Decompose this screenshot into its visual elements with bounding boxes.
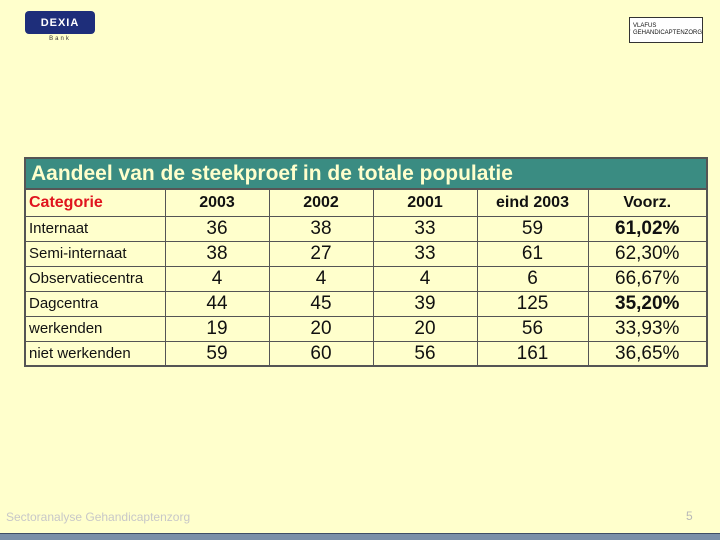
table-cell: 6 bbox=[477, 266, 588, 291]
table-cell: 36,65% bbox=[588, 341, 706, 366]
row-label: Dagcentra bbox=[26, 291, 165, 316]
row-label: werkenden bbox=[26, 316, 165, 341]
table-cell: 62,30% bbox=[588, 241, 706, 266]
column-header-2001: 2001 bbox=[373, 190, 477, 216]
dexia-logo-subtitle: Bank bbox=[49, 36, 71, 42]
table-cell: 45 bbox=[269, 291, 373, 316]
table-title: Aandeel van de steekproef in de totale populatie bbox=[26, 159, 706, 190]
table-row bbox=[26, 241, 706, 266]
table-cell: 44 bbox=[165, 291, 269, 316]
table-cell: 56 bbox=[373, 341, 477, 366]
table-cell: 33 bbox=[373, 241, 477, 266]
table-cell: 125 bbox=[477, 291, 588, 316]
table-cell: 4 bbox=[165, 266, 269, 291]
table-cell: 66,67% bbox=[588, 266, 706, 291]
table-cell: 61,02% bbox=[588, 216, 706, 241]
table-row bbox=[26, 266, 706, 291]
table-cell: 36 bbox=[165, 216, 269, 241]
table-cell: 20 bbox=[269, 316, 373, 341]
table-cell: 59 bbox=[165, 341, 269, 366]
table-cell: 4 bbox=[269, 266, 373, 291]
table-cell: 4 bbox=[373, 266, 477, 291]
table-cell: 61 bbox=[477, 241, 588, 266]
partner-logo bbox=[629, 17, 703, 43]
table-cell: 56 bbox=[477, 316, 588, 341]
table-cell: 19 bbox=[165, 316, 269, 341]
data-table-container bbox=[24, 157, 708, 367]
figure-icon bbox=[630, 18, 631, 42]
dexia-logo bbox=[25, 11, 95, 43]
table-cell: 20 bbox=[373, 316, 477, 341]
bottom-border bbox=[0, 533, 720, 540]
column-header-voorz: Voorz. bbox=[588, 190, 706, 216]
table-cell: 33,93% bbox=[588, 316, 706, 341]
table-cell: 161 bbox=[477, 341, 588, 366]
table-cell: 60 bbox=[269, 341, 373, 366]
dexia-logo-badge: DEXIA bbox=[25, 11, 95, 34]
table-row bbox=[26, 341, 706, 366]
column-header-eind-2003: eind 2003 bbox=[477, 190, 588, 216]
page-number: 5 bbox=[686, 509, 693, 523]
footer-text: Sectoranalyse Gehandicaptenzorg bbox=[6, 510, 191, 524]
table-cell: 59 bbox=[477, 216, 588, 241]
column-header-2002: 2002 bbox=[269, 190, 373, 216]
row-label: Observatiecentra bbox=[26, 266, 165, 291]
table-cell: 35,20% bbox=[588, 291, 706, 316]
partner-logo-text-2: GEHANDICAPTENZORG bbox=[632, 30, 702, 36]
table-cell: 39 bbox=[373, 291, 477, 316]
table-row bbox=[26, 216, 706, 241]
column-header-2003: 2003 bbox=[165, 190, 269, 216]
data-table bbox=[26, 190, 706, 366]
column-header-category: Categorie bbox=[26, 190, 165, 216]
table-row bbox=[26, 316, 706, 341]
table-cell: 27 bbox=[269, 241, 373, 266]
row-label: Semi-internaat bbox=[26, 241, 165, 266]
table-header-row bbox=[26, 190, 706, 216]
table-row bbox=[26, 291, 706, 316]
table-cell: 33 bbox=[373, 216, 477, 241]
row-label: Internaat bbox=[26, 216, 165, 241]
row-label: niet werkenden bbox=[26, 341, 165, 366]
table-cell: 38 bbox=[269, 216, 373, 241]
table-cell: 38 bbox=[165, 241, 269, 266]
partner-logo-text-1: VLAFUS bbox=[632, 23, 657, 29]
